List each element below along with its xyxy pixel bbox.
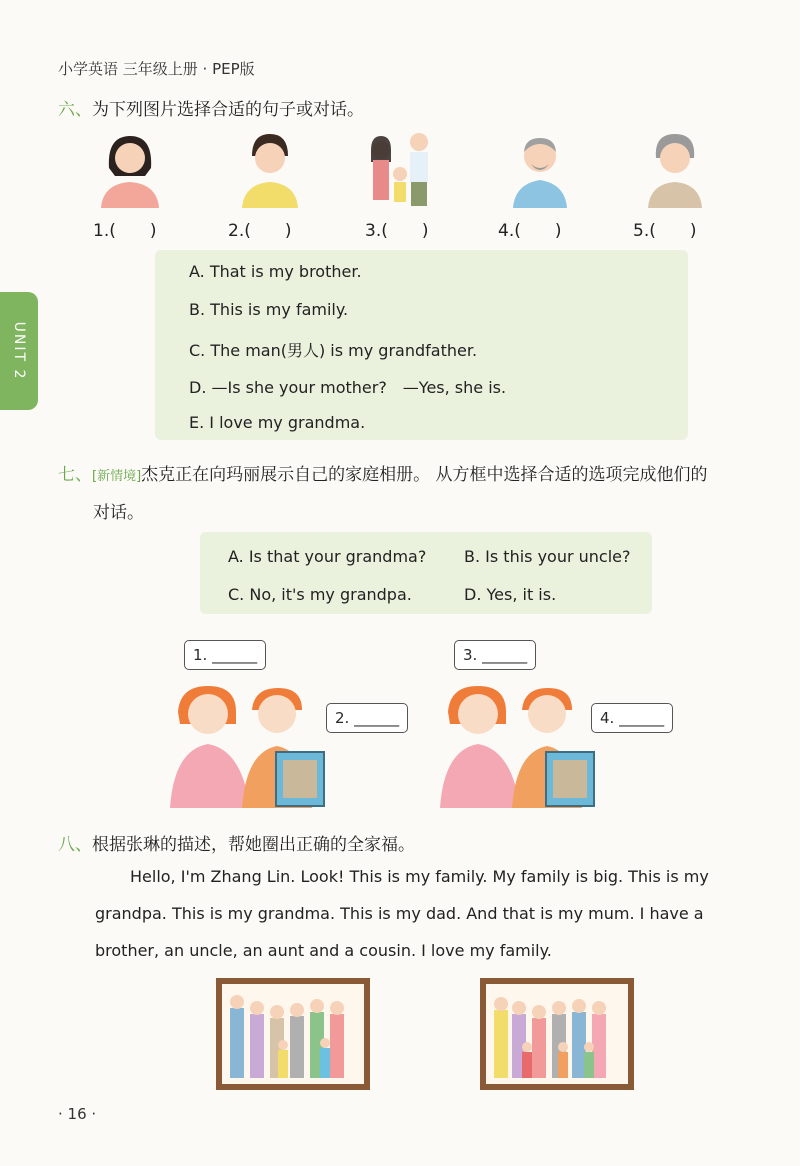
album-scene-1	[170, 672, 340, 808]
reading-line-1: Hello, I'm Zhang Lin. Look! This is my family. My family is big. This is my	[130, 867, 709, 886]
speech-bubble-3[interactable]: 3. ______	[454, 640, 536, 670]
answer-blank-3[interactable]: 3.( )	[365, 221, 429, 241]
section6-option-b: B. This is my family.	[189, 300, 349, 319]
section6-heading	[58, 95, 364, 120]
answer-blank-5[interactable]: 5.( )	[633, 221, 697, 241]
section6-title: 为下列图片选择合适的句子或对话。	[92, 100, 364, 120]
section7-title: 杰克正在向玛丽展示自己的家庭相册。 从方框中选择合适的选项完成他们的	[141, 465, 708, 485]
section7-option-d: D. Yes, it is.	[464, 585, 557, 604]
grandpa-figure	[505, 128, 575, 208]
section7-heading	[58, 460, 708, 485]
family-figure	[365, 128, 435, 208]
section6-option-e: E. I love my grandma.	[189, 413, 366, 432]
section6-number: 六、	[58, 100, 92, 120]
section7-tag: [新情境]	[92, 469, 142, 484]
section7-option-b: B. Is this your uncle?	[464, 547, 631, 566]
reading-line-3: brother, an uncle, an aunt and a cousin. I love my family.	[95, 941, 552, 960]
boy-figure	[234, 128, 304, 208]
section7-number: 七、	[58, 465, 92, 485]
book-header: 小学英语 三年级上册 · PEP版	[58, 60, 255, 78]
speech-bubble-4[interactable]: 4. ______	[591, 703, 673, 733]
family-photo-2[interactable]	[480, 978, 634, 1090]
section7-title-continued: 对话。	[93, 503, 144, 523]
album-scene-2	[440, 672, 610, 808]
speech-bubble-2[interactable]: 2. ______	[326, 703, 408, 733]
answer-blank-4[interactable]: 4.( )	[498, 221, 562, 241]
answer-blank-2[interactable]: 2.( )	[228, 221, 292, 241]
section7-option-c: C. No, it's my grandpa.	[228, 585, 412, 604]
section6-option-c: C. The man(男人) is my grandfather.	[189, 341, 478, 360]
reading-line-2: grandpa. This is my grandma. This is my dad. And that is my mum. I have a	[95, 904, 704, 923]
section6-options-box	[155, 250, 688, 440]
answer-blank-1[interactable]: 1.( )	[93, 221, 157, 241]
page-number: · 16 ·	[58, 1105, 97, 1123]
family-photo-1[interactable]	[216, 978, 370, 1090]
speech-bubble-1[interactable]: 1. ______	[184, 640, 266, 670]
unit-tab	[0, 292, 38, 410]
family-photo-1-people	[222, 984, 364, 1084]
section7-options-box	[200, 532, 652, 614]
section8-heading	[58, 830, 415, 855]
woman-figure	[95, 128, 165, 208]
unit-tab-label: UNIT 2	[11, 321, 27, 381]
section7-option-a: A. Is that your grandma?	[228, 547, 427, 566]
section6-option-a: A. That is my brother.	[189, 262, 362, 281]
section8-number: 八、	[58, 835, 92, 855]
section8-title: 根据张琳的描述，帮她圈出正确的全家福。	[92, 835, 415, 855]
family-photo-2-people	[486, 984, 628, 1084]
grandma-figure	[640, 128, 710, 208]
section6-option-d: D. —Is she your mother? —Yes, she is.	[189, 378, 507, 397]
